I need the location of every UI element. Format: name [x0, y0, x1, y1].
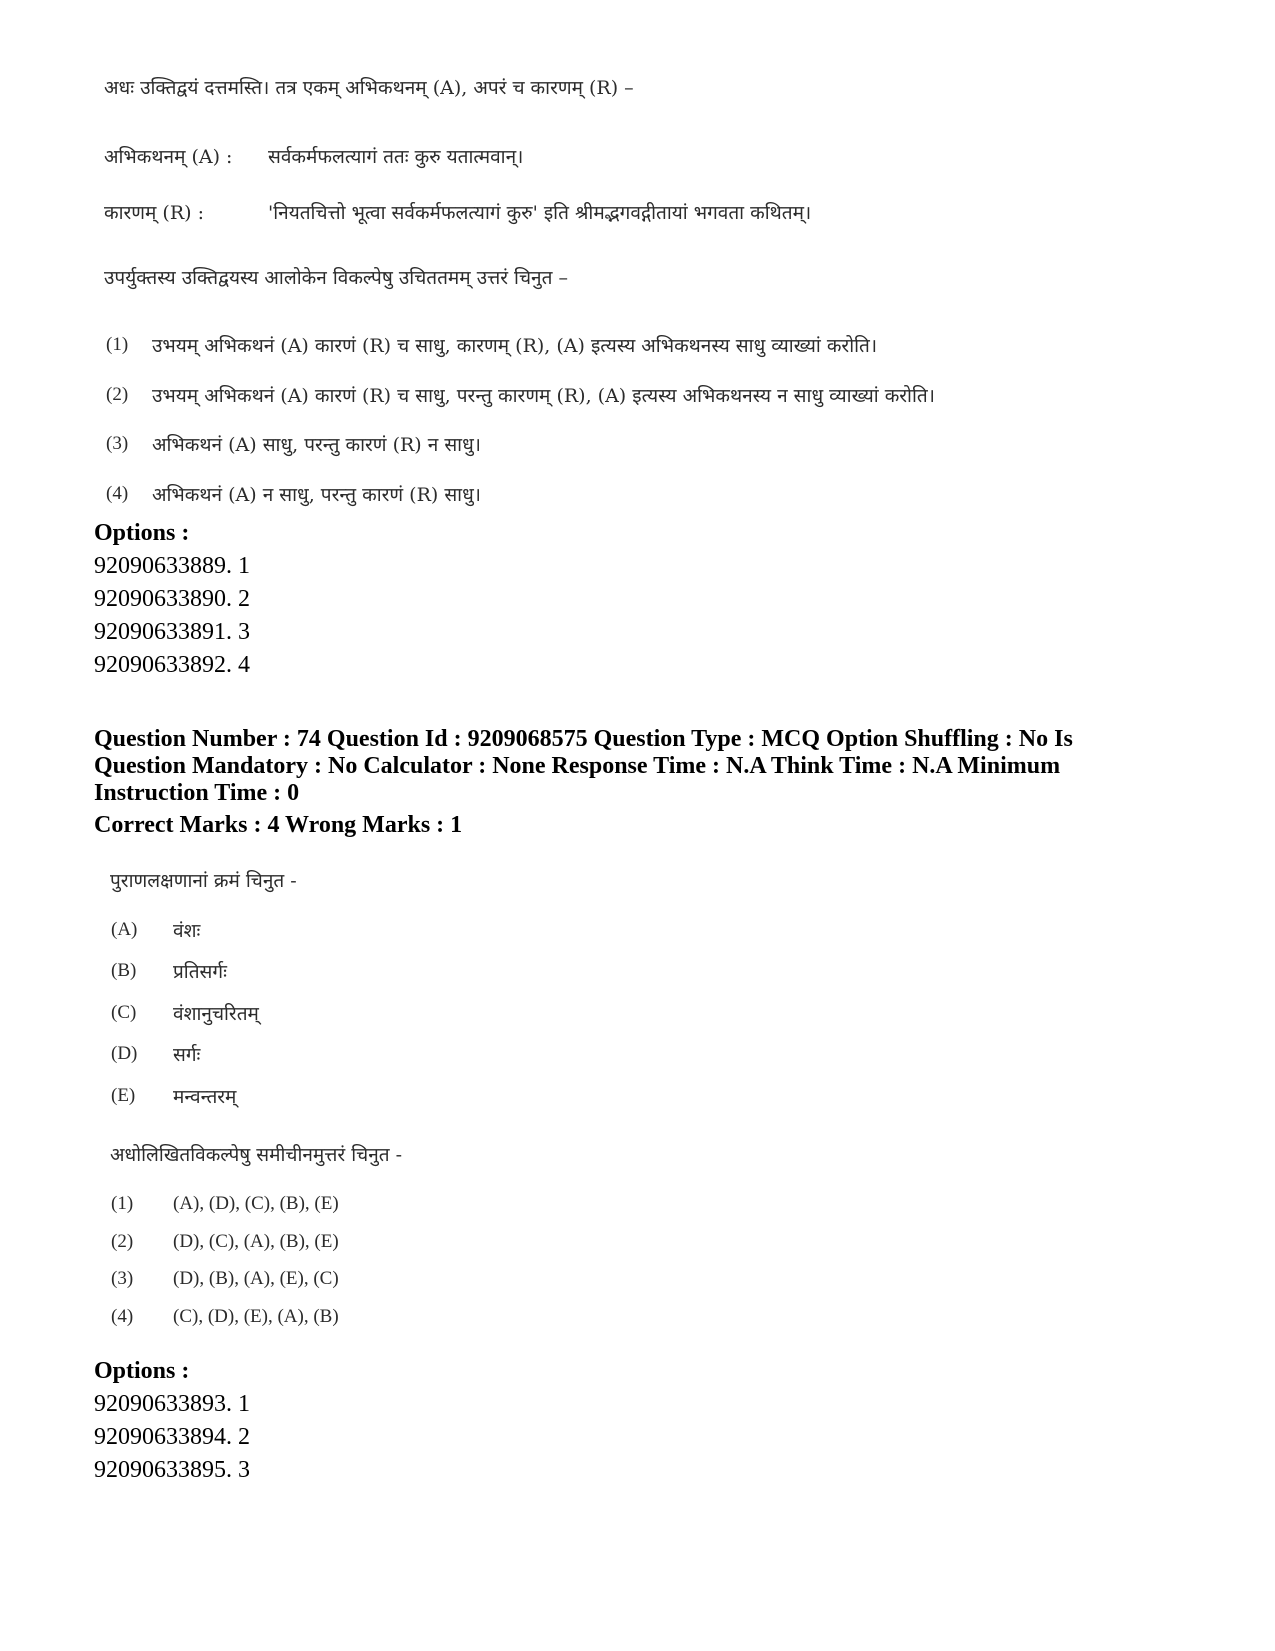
- q73-reason-text: 'नियतचित्तो भूत्वा सर्वकर्मफलत्यागं कुरु' इति श्रीमद्भगवद्गीतायां भगवता कथितम्।: [268, 202, 812, 224]
- q74-choice-text: (D), (C), (A), (B), (E): [173, 1231, 339, 1252]
- q73-option-id: 92090633890. 2: [94, 586, 250, 612]
- q74-meta-line3: Instruction Time : 0: [94, 780, 300, 806]
- q73-choice-num: (4): [106, 483, 129, 504]
- q73-choice-num: (1): [106, 334, 129, 355]
- q74-prompt2: अधोलिखितविकल्पेषु समीचीनमुत्तरं चिनुत -: [110, 1144, 403, 1166]
- q74-item-text: सर्गः: [173, 1044, 201, 1066]
- q74-choice-text: (A), (D), (C), (B), (E): [173, 1193, 339, 1214]
- q73-choice-text: अभिकथनं (A) साधु, परन्तु कारणं (R) न साधु।: [152, 434, 481, 456]
- q73-option-id: 92090633892. 4: [94, 652, 250, 678]
- q73-options-heading: Options :: [94, 520, 190, 546]
- q73-prompt: उपर्युक्तस्य उक्तिद्वयस्य आलोकेन विकल्पेषु उचिततमम् उत्तरं चिनुत –: [104, 267, 568, 289]
- q74-item-num: (D): [111, 1043, 138, 1064]
- q74-choice-num: (3): [111, 1268, 134, 1289]
- q73-reason-label: कारणम् (R) :: [104, 202, 204, 224]
- q73-choice-text: अभिकथनं (A) न साधु, परन्तु कारणं (R) साधु।: [152, 484, 481, 506]
- q74-item-text: मन्वन्तरम्: [173, 1086, 237, 1108]
- q74-option-id: 92090633895. 3: [94, 1457, 250, 1483]
- q74-choice-num: (2): [111, 1231, 134, 1252]
- q74-item-num: (C): [111, 1002, 137, 1023]
- q74-meta-line1: Question Number : 74 Question Id : 9209068575 Question Type : MCQ Option Shuffling : No Is: [94, 726, 1073, 752]
- q73-option-id: 92090633891. 3: [94, 619, 250, 645]
- q74-choice-text: (C), (D), (E), (A), (B): [173, 1306, 339, 1327]
- q73-option-id: 92090633889. 1: [94, 553, 250, 579]
- q74-item-text: वंशः: [173, 920, 201, 942]
- q74-item-text: वंशानुचरितम्: [173, 1003, 259, 1025]
- q73-choice-text: उभयम् अभिकथनं (A) कारणं (R) च साधु, परन्तु कारणम् (R), (A) इत्यस्य अभिकथनस्य न साधु व्याख्यां करोति।: [152, 385, 935, 407]
- q74-choice-num: (4): [111, 1306, 134, 1327]
- q74-item-num: (E): [111, 1085, 136, 1106]
- q74-item-num: (B): [111, 960, 137, 981]
- q74-marks: Correct Marks : 4 Wrong Marks : 1: [94, 812, 463, 838]
- q74-meta-line2: Question Mandatory : No Calculator : None Response Time : N.A Think Time : N.A Minimum: [94, 753, 1061, 779]
- q73-choice-text: उभयम् अभिकथनं (A) कारणं (R) च साधु, कारणम् (R), (A) इत्यस्य अभिकथनस्य साधु व्याख्यां करोति।: [152, 335, 878, 357]
- q73-choice-num: (2): [106, 384, 129, 405]
- q74-item-num: (A): [111, 919, 138, 940]
- q74-choice-num: (1): [111, 1193, 134, 1214]
- q74-option-id: 92090633894. 2: [94, 1424, 250, 1450]
- q74-option-id: 92090633893. 1: [94, 1391, 250, 1417]
- q73-intro: अधः उक्तिद्वयं दत्तमस्ति। तत्र एकम् अभिकथनम् (A), अपरं च कारणम् (R) –: [104, 77, 634, 99]
- q74-options-heading: Options :: [94, 1358, 190, 1384]
- q73-assertion-text: सर्वकर्मफलत्यागं ततः कुरु यतात्मवान्।: [268, 146, 524, 168]
- q74-choice-text: (D), (B), (A), (E), (C): [173, 1268, 339, 1289]
- q73-assertion-label: अभिकथनम् (A) :: [104, 146, 233, 168]
- q73-choice-num: (3): [106, 433, 129, 454]
- q74-item-text: प्रतिसर्गः: [173, 961, 227, 983]
- q74-prompt: पुराणलक्षणानां क्रमं चिनुत -: [110, 870, 297, 892]
